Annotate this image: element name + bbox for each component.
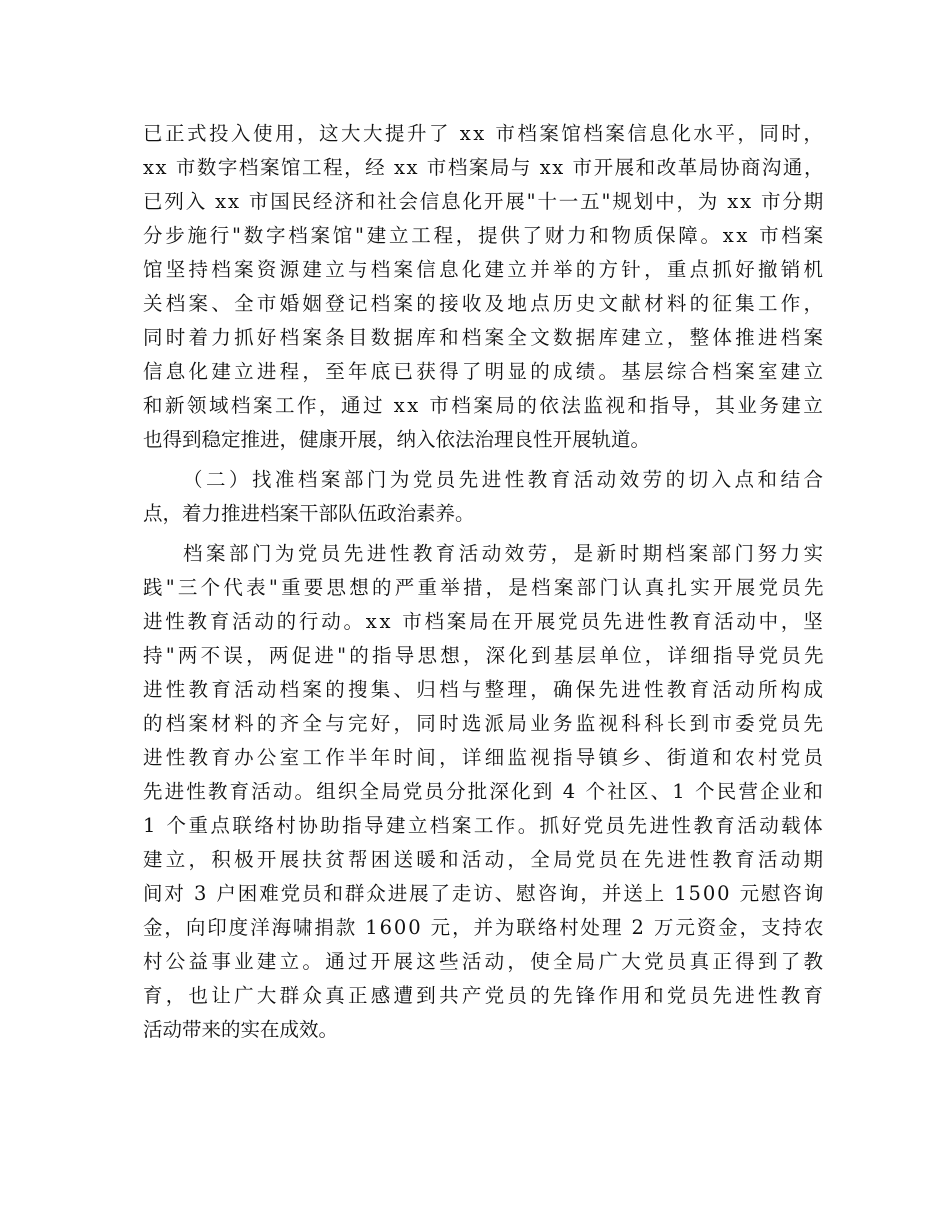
text-line: 点，着力推进档案干部队伍政治素养。	[143, 502, 475, 525]
text-line: 馆坚持档案资源建立与档案信息化建立并举的方针，重点抓好撤销机	[143, 258, 827, 281]
text-line: 进性教育活动的行动。xx 市档案局在开展党员先进性教育活动中，坚	[143, 610, 826, 633]
text-line: 金，向印度洋海啸捐款 1600 元，并为联络村处理 2 万元资金，支持农	[143, 916, 826, 939]
text-line: 践"三个代表"重要思想的严重举措，是档案部门认真扎实开展党员先	[143, 576, 827, 599]
text-line: 同时着力抓好档案条目数据库和档案全文数据库建立，整体推进档案	[143, 326, 827, 349]
text-line: （二）找准档案部门为党员先进性教育活动效劳的切入点和结合	[183, 468, 827, 491]
text-line: 进性教育活动档案的搜集、归档与整理，确保先进性教育活动所构成	[143, 678, 827, 701]
text-line: 已列入 xx 市国民经济和社会信息化开展"十一五"规划中，为 xx 市分期	[143, 190, 826, 213]
text-line: 1 个重点联络村协助指导建立档案工作。抓好党员先进性教育活动载体	[143, 814, 826, 837]
text-line: 活动带来的实在成效。	[143, 1018, 339, 1041]
text-line: 档案部门为党员先进性教育活动效劳，是新时期档案部门努力实	[183, 542, 827, 565]
text-line: 持"两不误，两促进"的指导思想，深化到基层单位，详细指导党员先	[143, 644, 827, 667]
text-line: 育，也让广大群众真正感遭到共产党员的先锋作用和党员先进性教育	[143, 984, 827, 1007]
text-line: 进性教育办公室工作半年时间，详细监视指导镇乡、街道和农村党员	[143, 746, 827, 769]
text-line: 也得到稳定推进，健康开展，纳入依法治理良性开展轨道。	[143, 428, 651, 451]
text-line: xx 市数字档案馆工程，经 xx 市档案局与 xx 市开展和改革局协商沟通，	[143, 156, 826, 179]
text-line: 信息化建立进程，至年底已获得了明显的成绩。基层综合档案室建立	[143, 360, 827, 383]
text-line: 已正式投入使用，这大大提升了 xx 市档案馆档案信息化水平，同时，	[143, 122, 826, 145]
text-line: 村公益事业建立。通过开展这些活动，使全局广大党员真正得到了教	[143, 950, 827, 973]
text-line: 间对 3 户困难党员和群众进展了走访、慰咨询，并送上 1500 元慰咨询	[143, 882, 826, 905]
text-line: 的档案材料的齐全与完好，同时选派局业务监视科科长到市委党员先	[143, 712, 827, 735]
text-line: 建立，积极开展扶贫帮困送暖和活动，全局党员在先进性教育活动期	[143, 848, 827, 871]
text-line: 先进性教育活动。组织全局党员分批深化到 4 个社区、1 个民营企业和	[143, 780, 826, 803]
text-line: 和新领域档案工作，通过 xx 市档案局的依法监视和指导，其业务建立	[143, 394, 826, 417]
text-line: 分步施行"数字档案馆"建立工程，提供了财力和物质保障。xx 市档案	[143, 224, 826, 247]
text-line: 关档案、全市婚姻登记档案的接收及地点历史文献材料的征集工作，	[143, 292, 827, 315]
